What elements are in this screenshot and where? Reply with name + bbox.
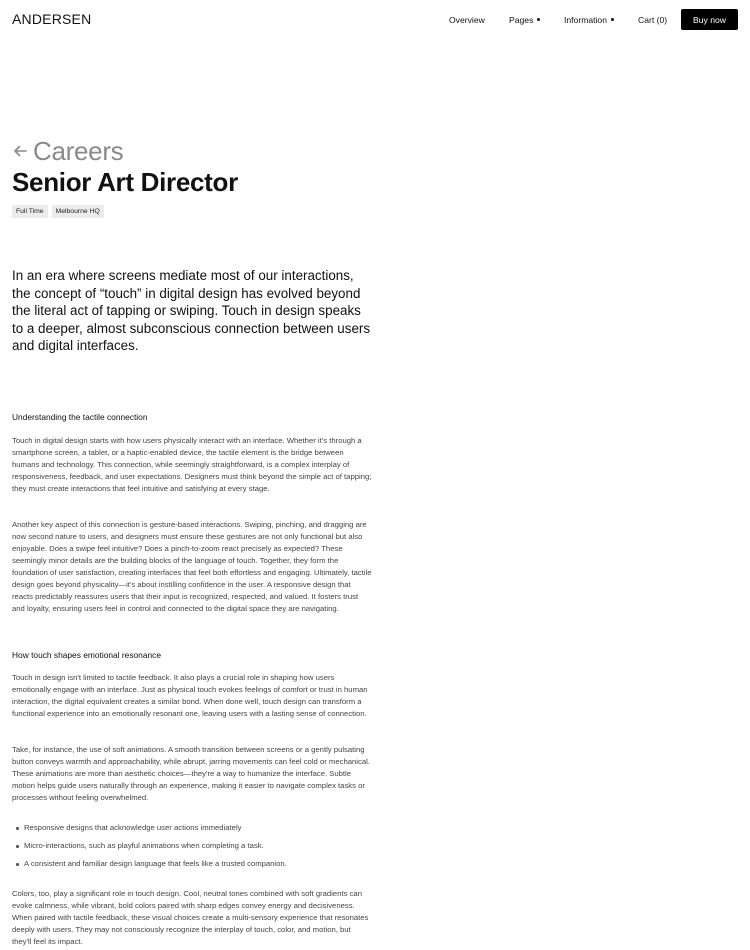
page-title: Senior Art Director bbox=[12, 167, 238, 197]
body-paragraph: Another key aspect of this connection is gesture-based interactions. Swiping, pinching, and dragging are now second nature to users, and designers must ensure these gestures are not only functional but also enjoyable. Does a swipe feel intuitive? Does a pinch-to-zoom react precisely as expected? These seemingly minor details are the building blocks of the language of touch. Together, they form the foundation of user satisfaction, creating interfaces that feel both effortless and engaging. Ultimately, tactile design goes beyond physicality—it's about instilling confidence in the user. A responsive design that reacts predictably reassures users that their input is recognized, respected, and valued. It fosters trust and loyalty, ensuring users feel in control and connected to the digital space they are navigating. bbox=[12, 520, 372, 613]
list-item bbox=[12, 822, 372, 834]
bullet-icon bbox=[16, 845, 19, 848]
location-tag: Melbourne HQ bbox=[52, 205, 104, 218]
nav-information-label: Information bbox=[564, 15, 607, 25]
employment-type-tag: Full Time bbox=[12, 205, 48, 218]
top-navigation-bar bbox=[0, 0, 750, 40]
body-paragraph: Colors, too, play a significant role in touch design. Cool, neutral tones combined with soft gradients can evoke calmness, while vibrant, bold colors paired with sharp edges convey energy and decisiveness. When paired with tactile feedback, these visual choices create a multi-sensory experience that resonates deeply with users. They may not consciously recognize the interplay of touch, color, and motion, but they'll feel its impact. bbox=[12, 889, 369, 946]
arrow-left-icon bbox=[12, 144, 28, 158]
brand-logo[interactable]: ANDERSEN bbox=[12, 11, 92, 27]
nav-overview-label: Overview bbox=[449, 15, 485, 25]
bullet-list bbox=[12, 822, 372, 876]
nav-overview-link[interactable] bbox=[449, 15, 485, 25]
section-heading: How touch shapes emotional resonance bbox=[12, 650, 161, 660]
dropdown-dot-icon bbox=[537, 18, 540, 21]
job-tags bbox=[12, 205, 108, 218]
dropdown-dot-icon bbox=[611, 18, 614, 21]
nav-information-menu[interactable] bbox=[564, 15, 614, 25]
lead-paragraph: In an era where screens mediate most of our interactions, the concept of “touch” in digital design has evolved beyond the literal act of tapping or swiping. Touch in design speaks to a deeper, almost subconscious connection between users and digital interfaces. bbox=[12, 268, 371, 354]
body-paragraph: Touch in digital design starts with how users physically interact with an interface. Whether it's through a smartphone screen, a tablet, or a haptic-enabled device, the tactile element is the bridge between humans and technology. This connection, while seemingly straightforward, is a complex interplay of responsiveness, feedback, and user expectations. Designers must think beyond the simple act of tapping; they must create interactions that feel intuitive and satisfying at every stage. bbox=[12, 436, 372, 493]
buy-now-button[interactable]: Buy now bbox=[681, 9, 738, 30]
nav-cart-label: Cart (0) bbox=[638, 15, 668, 25]
list-item-text: Responsive designs that acknowledge user actions immediately bbox=[24, 823, 242, 832]
bullet-icon bbox=[16, 827, 19, 830]
list-item bbox=[12, 858, 372, 870]
list-item-text: A consistent and familiar design language that feels like a trusted companion. bbox=[24, 859, 287, 868]
nav-pages-menu[interactable] bbox=[509, 15, 540, 25]
body-paragraph: Touch in design isn't limited to tactile feedback. It also plays a crucial role in shaping how users emotionally engage with an interface. Just as physical touch evokes feelings of comfort or trust in human interaction, the digital equivalent creates a similar bond. When done well, touch design can transform a functional experience into an emotionally resonant one, leaving users with a lasting sense of connection. bbox=[12, 673, 368, 718]
bullet-icon bbox=[16, 863, 19, 866]
back-link-label: Careers bbox=[33, 136, 124, 166]
list-item-text: Micro-interactions, such as playful animations when completing a task. bbox=[24, 841, 264, 850]
nav-cart-link[interactable] bbox=[638, 15, 667, 25]
body-paragraph: Take, for instance, the use of soft animations. A smooth transition between screens or a gently pulsating button conveys warmth and approachability, while abrupt, jarring movements can feel cold or mechanical. These animations are more than aesthetic choices—they're a way to humanize the interface. Subtle motion helps guide users naturally through an experience, making it easier to navigate complex tasks or processes without feeling overwhelmed. bbox=[12, 745, 370, 802]
list-item bbox=[12, 840, 372, 852]
back-to-careers-link[interactable] bbox=[12, 137, 123, 165]
section-heading: Understanding the tactile connection bbox=[12, 412, 148, 422]
nav-pages-label: Pages bbox=[509, 15, 534, 25]
